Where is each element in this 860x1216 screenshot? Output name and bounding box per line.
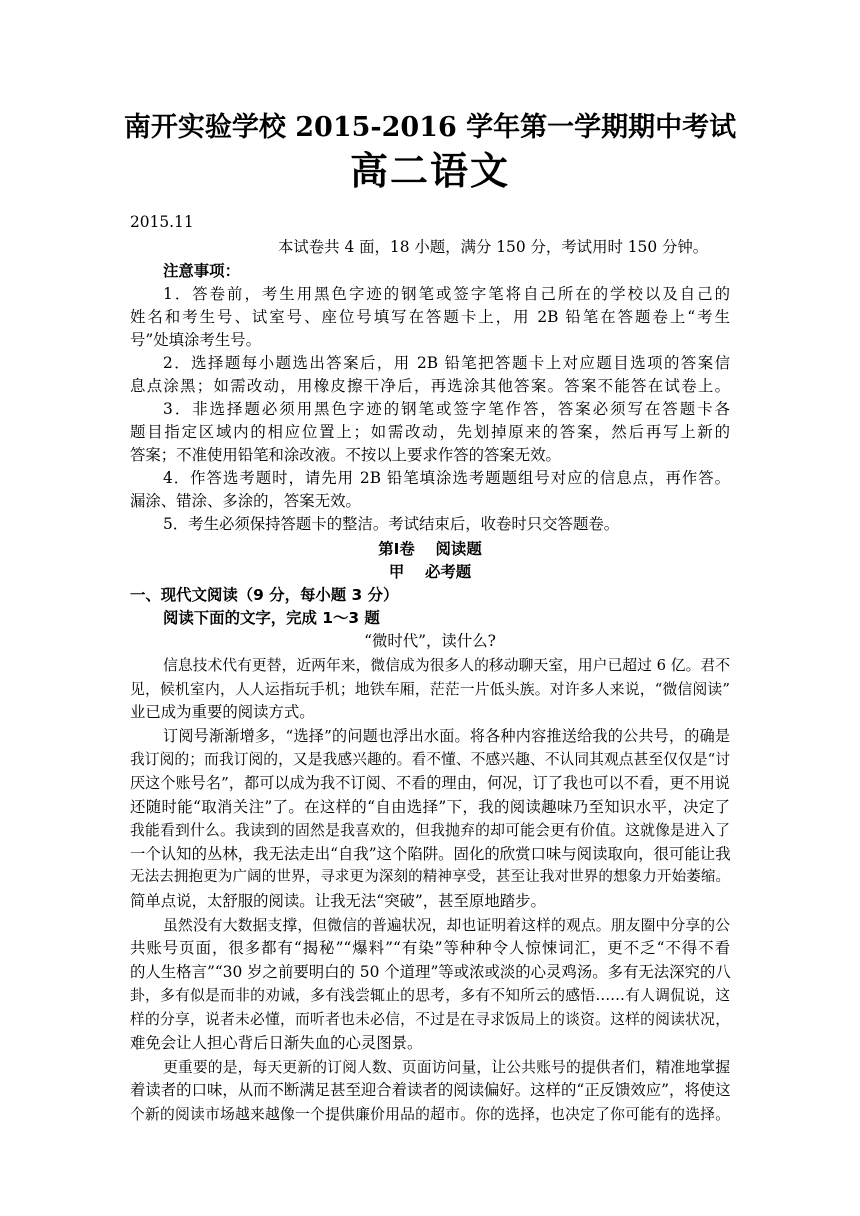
article-line: 个新的阅读市场越来越像一个提供廉价用品的超市。你的选择，也决定了你可能有的选择。: [130, 1106, 730, 1123]
notice-line: 姓名和考生号、试室号、座位号填写在答题卡上，用 2B 铅笔在答题卷上“考生: [130, 308, 730, 326]
notice-line: 题目指定区域内的相应位置上；如需改动，先划掉原来的答案，然后再写上新的: [130, 423, 730, 441]
notice-line: 漏涂、错涂、多涂的，答案无效。: [130, 492, 361, 510]
reading-instruction: 阅读下面的文字，完成 1～3 题: [163, 609, 380, 627]
article-line: 简单点说，太舒服的阅读。让我无法“突破”，甚至原地踏步。: [130, 892, 546, 910]
exam-date: 2015.11: [130, 213, 194, 231]
article-line: 共账号页面，很多都有“揭秘”“爆料”“有染”等种种令人惊悚词汇，更不乏“不得不看: [130, 939, 730, 957]
article-line: 业已成为重要的阅读方式。: [130, 703, 315, 721]
article-line: 还随时能“取消关注”了。在这样的“自由选择”下，我的阅读趣味乃至知识水平，决定了: [130, 798, 730, 816]
article-line: 着读者的口味，从而不断满足甚至迎合着读者的阅读偏好。这样的“正反馈效应”，将使这: [130, 1081, 731, 1099]
notice-line: 号”处填涂考生号。: [130, 331, 261, 349]
article-line: 虽然没有大数据支撑，但微信的普遍状况，却也证明着这样的观点。朋友圈中分享的公: [163, 917, 730, 934]
article-line: 卦，多有似是而非的劝诫，多有浅尝辄止的思考，多有不知所云的感悟……有人调侃说，这: [130, 987, 730, 1004]
exam-title: 南开实验学校 2015-2016 学年第一学期期中考试: [123, 112, 737, 143]
part-heading: 甲 必考题: [388, 563, 472, 581]
notice-line: 3．非选择题必须用黑色字迹的钢笔或签字笔作答，答案必须写在答题卡各: [163, 400, 730, 418]
article-line: 我能看到什么。我读到的固然是我喜欢的，但我抛弃的却可能会更有价值。这就像是进入了: [130, 822, 730, 839]
notice-line: 息点涂黑；如需改动，用橡皮擦干净后，再选涂其他答案。答案不能答在试卷上。: [130, 377, 730, 395]
notice-line: 1．答卷前，考生用黑色字迹的钢笔或签字笔将自己所在的学校以及自己的: [163, 285, 730, 303]
notice-line: 2．选择题每小题选出答案后，用 2B 铅笔把答题卡上对应题目选项的答案信: [163, 354, 730, 372]
article-line: 见，候机室内，人人运指玩手机；地铁车厢，茫茫一片低头族。对许多人来说，“微信阅读”: [130, 681, 730, 698]
notice-heading: 注意事项：: [163, 262, 240, 280]
exam-info: 本试卷共 4 面，18 小题，满分 150 分，考试用时 150 分钟。: [278, 238, 709, 256]
notice-line: 4．作答选考题时，请先用 2B 铅笔填涂选考题题组号对应的信息点，再作答。: [163, 469, 730, 487]
article-line: 厌这个账号名”，都可以成为我不订阅、不看的理由，何况，订了我也可以不看，更不用说: [130, 774, 730, 792]
article-line: 难免会让人担心背后日渐失血的心灵图景。: [130, 1034, 423, 1052]
article-line: 订阅号渐渐增多，“选择”的问题也浮出水面。将各种内容推送给我的公共号，的确是: [163, 727, 730, 745]
article-line: 我订阅的；而我订阅的，又是我感兴趣的。看不懂、不感兴趣、不认同其观点甚至仅仅是“讨: [130, 751, 730, 768]
article-title: “微时代”，读什么?: [364, 632, 496, 650]
section-heading: 一、现代文阅读（9 分，每小题 3 分）: [130, 586, 399, 604]
article-line: 更重要的是，每天更新的订阅人数、页面访问量，让公共账号的提供者们，精准地掌握: [163, 1059, 730, 1076]
article-line: 无法去拥抱更为广阔的世界，寻求更为深刻的精神享受，甚至让我对世界的想象力开始萎缩。: [130, 869, 730, 885]
volume-heading: 第Ⅰ卷 阅读题: [378, 540, 482, 558]
subject-title: 高二语文: [349, 148, 510, 193]
notice-line: 答案；不准使用铅笔和涂改液。不按以上要求作答的答案无效。: [130, 446, 561, 464]
article-line: 信息技术代有更替，近两年来，微信成为很多人的移动聊天室，用户已超过 6 亿。君不: [163, 657, 730, 674]
article-line: 的人生格言”“30 岁之前要明白的 50 个道理”等或浓或淡的心灵鸡汤。多有无法深究的八: [130, 963, 731, 981]
article-line: 样的分享，说者未必懂，而听者也未必信，不过是在寻求饭局上的谈资。这样的阅读状况，: [130, 1011, 730, 1028]
article-line: 一个认知的丛林，我无法走出“自我”这个陷阱。固化的欣赏口味与阅读取向，很可能让我: [130, 845, 731, 863]
notice-line: 5．考生必须保持答题卡的整洁。考试结束后，收卷时只交答题卷。: [163, 515, 620, 533]
